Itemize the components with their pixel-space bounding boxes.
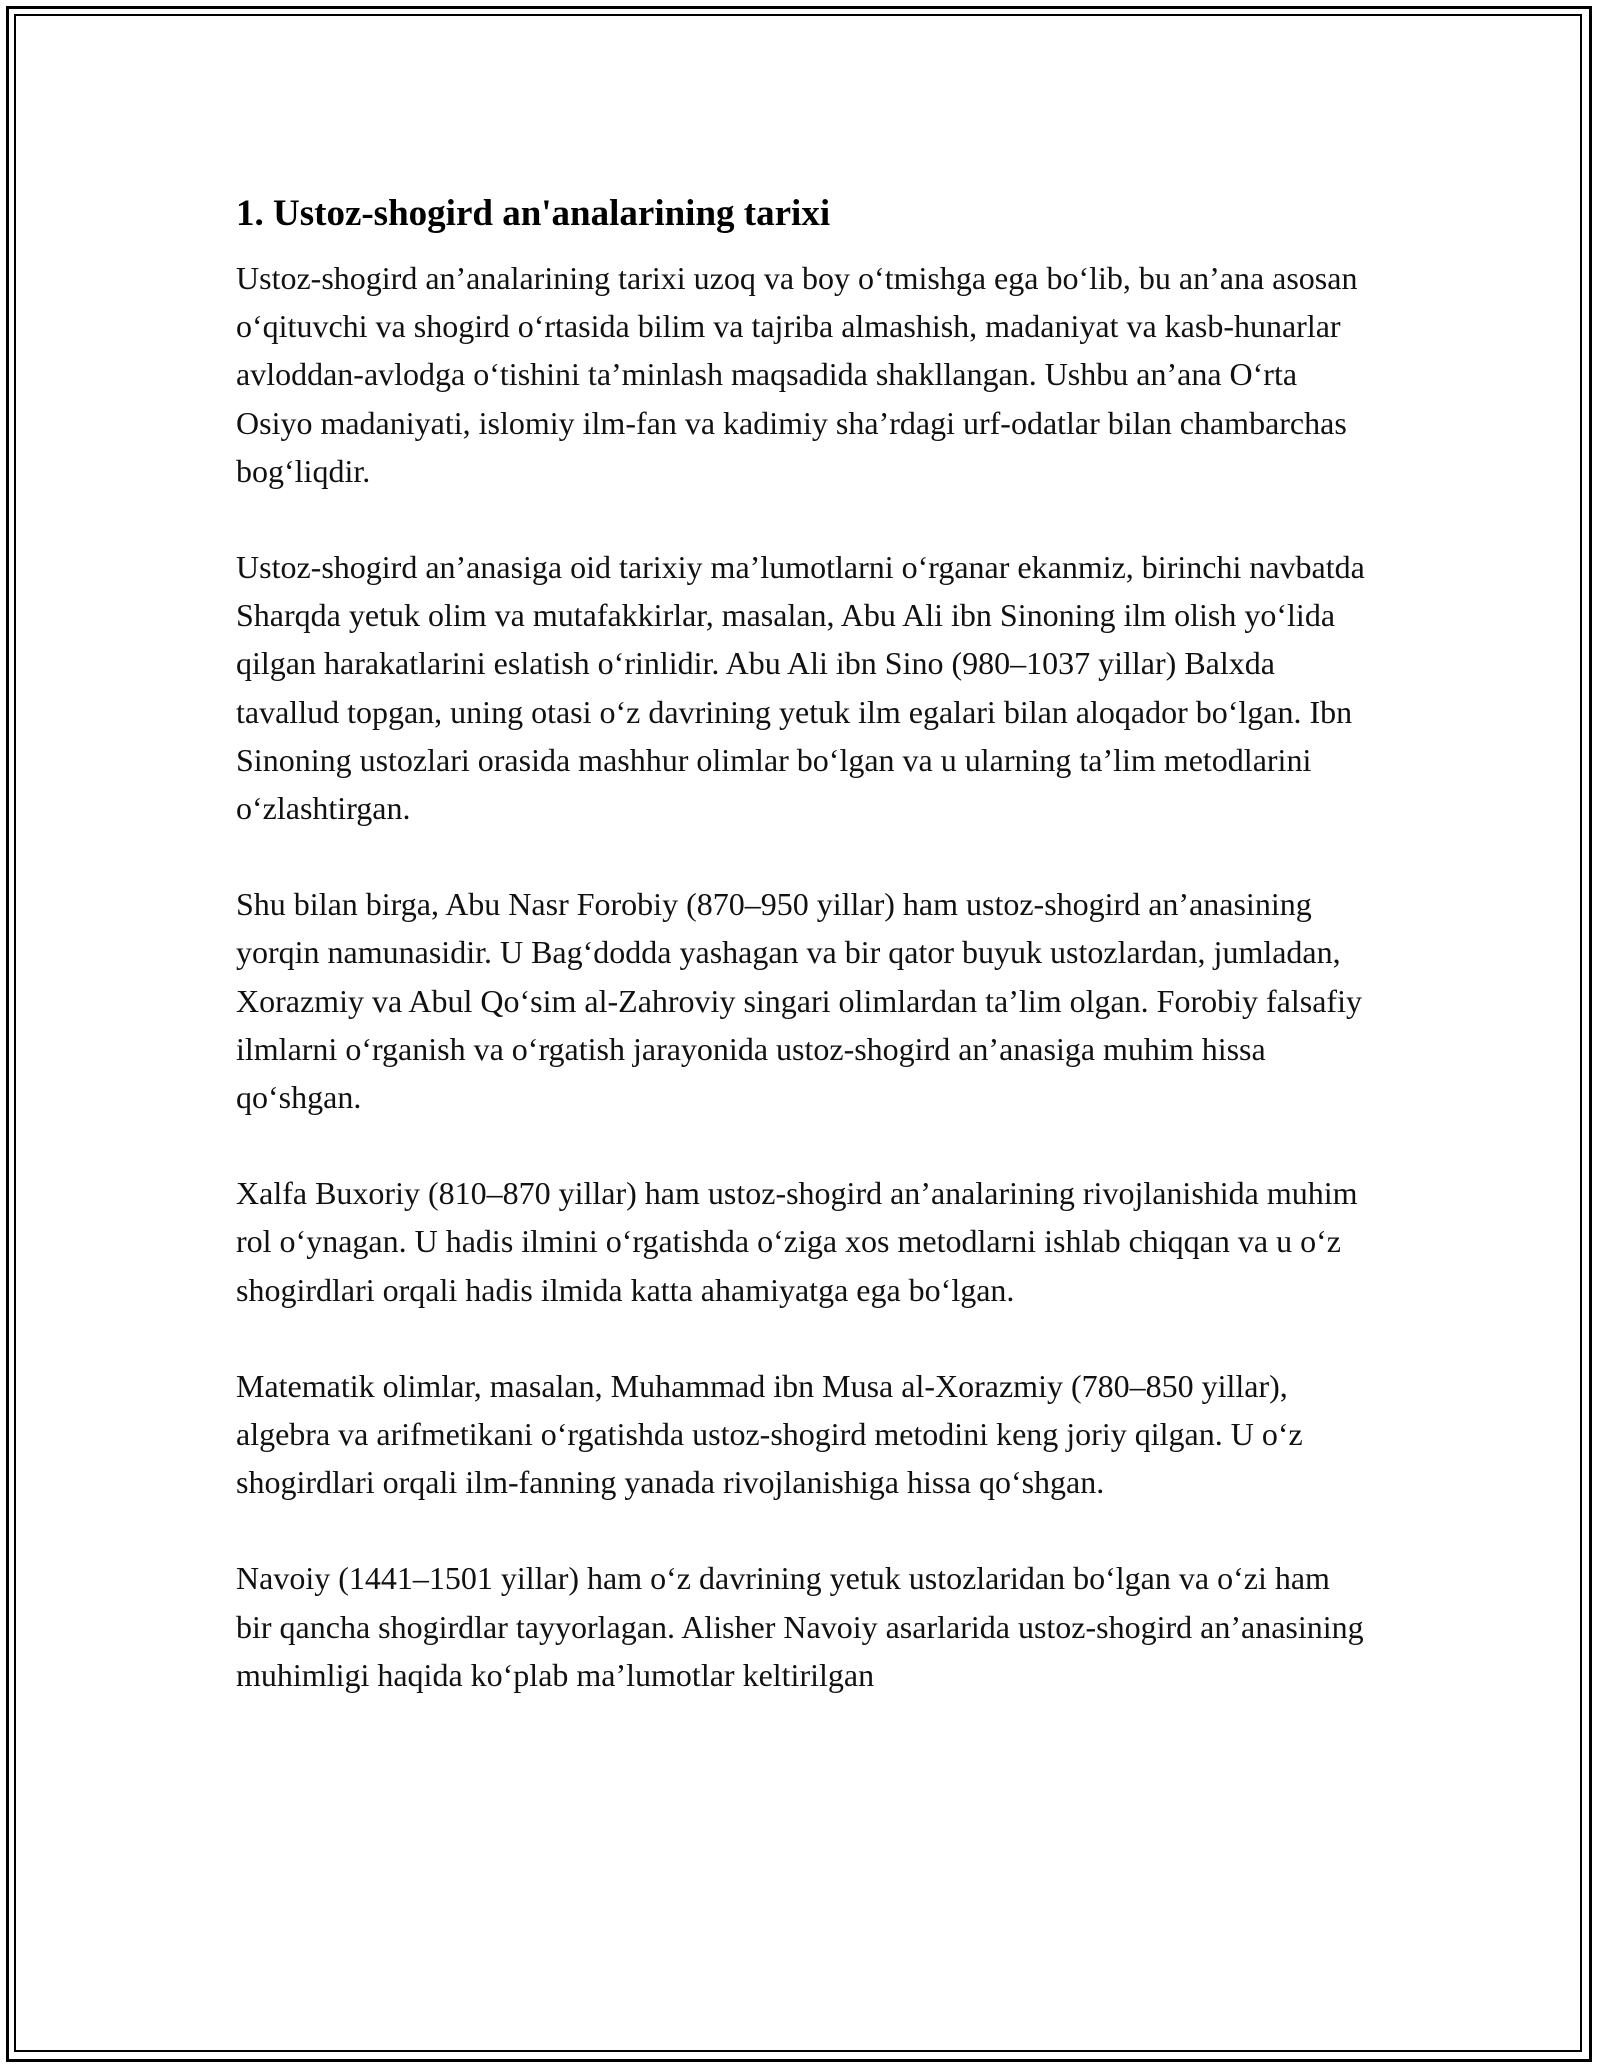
document-body (236, 186, 1366, 1747)
paragraph-6: Navoiy (1441–1501 yillar) ham o‘z davrining yetuk ustozlaridan bo‘lgan va o‘zi ham bir qancha shogirdlar tayyorlagan. Alisher Navoiy asarlarida ustoz-shogird an’anasining muhimligi haqida ko‘plab ma’lumotlar keltirilgan (236, 1560, 1364, 1693)
paragraph-5: Matematik olimlar, masalan, Muhammad ibn Musa al-Xorazmiy (780–850 yillar), algebra va arifmetikani o‘rgatishda ustoz-shogird metodini keng joriy qilgan. U o‘z shogirdlari orqali ilm-fanning yanada rivojlanishiga hissa qo‘shgan. (236, 1367, 1303, 1501)
paragraph-2: Ustoz-shogird an’anasiga oid tarixiy ma’lumotlarni o‘rganar ekanmiz, birinchi navbatda Sharqda yetuk olim va mutafakkirlar, masalan, Abu Ali ibn Sinoning ilm olish yo‘lida qilgan harakatlarini eslatish o‘rinlidir. Abu Ali ibn Sino (980–1037 yillar) Balxda tavallud topgan, uning otasi o‘z davrining yetuk ilm egalari bilan aloqador bo‘lgan. Ibn Sinoning ustozlari orasida mashhur olimlar bo‘lgan va u ularning ta’lim metodlarini o‘zlashtirgan. (236, 549, 1365, 827)
section-heading: 1. Ustoz-shogird an'analarining tarixi (236, 193, 831, 234)
paragraph-1: Ustoz-shogird an’analarining tarixi uzoq va boy o‘tmishga ega bo‘lib, bu an’ana asosan o‘qituvchi va shogird o‘rtasida bilim va tajriba almashish, madaniyat va kasb-hunarlar avloddan-avlodga o‘tishini ta’minlash maqsadida shakllangan. Ushbu an’ana O‘rta Osiyo madaniyati, islomiy ilm-fan va kadimiy sha’rdagi urf-odatlar bilan chambarchas bog‘liqdir. (236, 260, 1358, 489)
paragraph-4: Xalfa Buxoriy (810–870 yillar) ham ustoz-shogird an’analarining rivojlanishida muhim rol o‘ynagan. U hadis ilmini o‘rgatishda o‘ziga xos metodlarni ishlab chiqqan va u o‘z shogirdlari orqali hadis ilmida katta ahamiyatga ega bo‘lgan. (236, 1175, 1358, 1308)
paragraph-3: Shu bilan birga, Abu Nasr Forobiy (870–950 yillar) ham ustoz-shogird an’anasining yorqin namunasidir. U Bag‘dodda yashagan va bir qator buyuk ustozlardan, jumladan, Xorazmiy va Abul Qo‘sim al-Zahroviy singari olimlardan ta’lim olgan. Forobiy falsafiy ilmlarni o‘rganish va o‘rgatish jarayonida ustoz-shogird an’anasiga muhim hissa qo‘shgan. (236, 886, 1362, 1116)
